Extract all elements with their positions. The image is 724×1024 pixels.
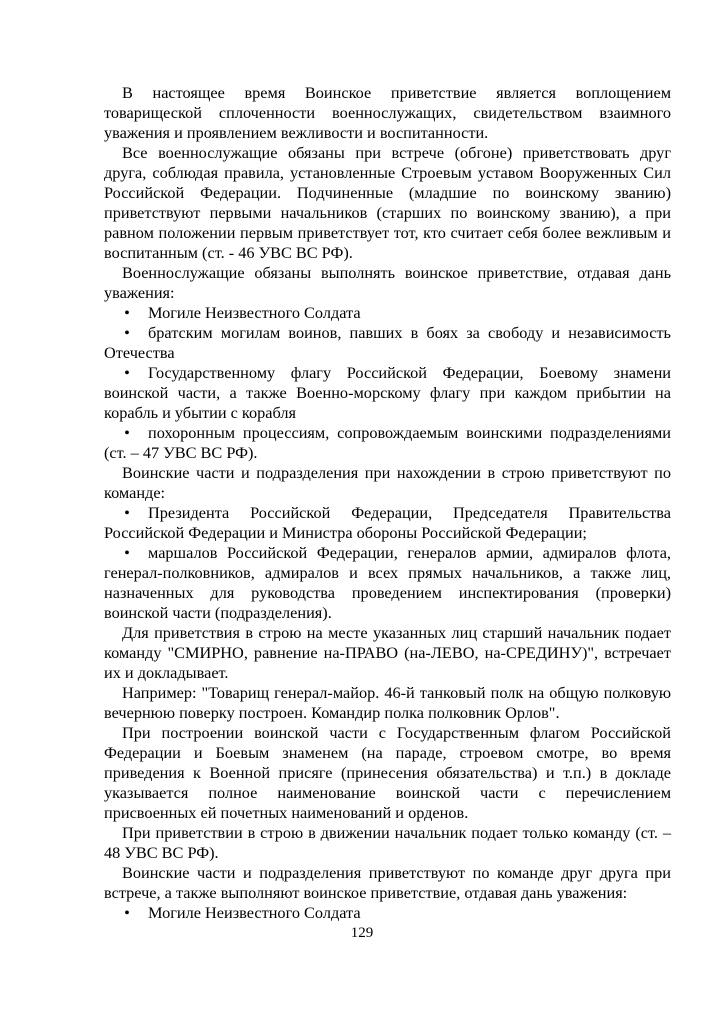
list-item bbox=[104, 363, 671, 423]
paragraph: Воинские части и подразделения приветствуют по команде друг друга при встрече, а также выполняют воинское приветствие, отдавая дань уважения: bbox=[104, 863, 671, 902]
list-item bbox=[104, 543, 671, 623]
paragraph: Воинские части и подразделения при нахождении в строю приветствуют по команде: bbox=[104, 463, 671, 502]
paragraph: В настоящее время Воинское приветствие является воплощением товарищеской сплоченности военнослужащих, свидетельством взаимного уважения и проявлением вежливости и воспитанности. bbox=[104, 83, 671, 142]
paragraph: Все военнослужащие обязаны при встрече (обгоне) приветствовать друг друга, соблюдая правила, установленные Строевым уставом Вооруженных Сил Российской Федерации. Подчиненные (младшие по воинскому званию) приветствуют первыми начальников (старших по воинскому званию), а при равном положении первым приветствует тот, кто считает себя более вежливым и воспитанным (ст. - 46 УВС ВС РФ). bbox=[104, 143, 671, 262]
list-item-text: маршалов Российской Федерации, генералов армии, адмиралов флота, генерал-полковников, адмиралов и всех прямых начальников, а также лиц, назначенных для руководства проведением инспектирования (проверки) воинской части (подразделения). bbox=[104, 543, 671, 622]
bullet-icon: • bbox=[124, 423, 130, 442]
paragraph: При построении воинской части с Государственным флагом Российской Федерации и Боевым знаменем (на параде, строевом смотре, во время приведения к Военной присяге (принесения обязательства) и т.п.) в докладе указывается полное наименование воинской части с перечислением присвоенных ей почетных наименований и орденов. bbox=[104, 723, 671, 822]
list-item-text: похоронным процессиям, сопровождаемым воинскими подразделениями (ст. – 47 УВС ВС РФ). bbox=[104, 423, 671, 462]
page-number: 129 bbox=[350, 925, 374, 941]
bullet-icon: • bbox=[124, 363, 130, 382]
list-item-text: братским могилам воинов, павших в боях за свободу и независимость Отечества bbox=[104, 323, 671, 362]
paragraph: При приветствии в строю в движении начальник подает только команду (ст. – 48 УВС ВС РФ). bbox=[104, 823, 671, 862]
paragraph: Например: "Товарищ генерал-майор. 46-й танковый полк на общую полковую вечернюю поверку построен. Командир полка полковник Орлов". bbox=[104, 683, 671, 722]
bullet-icon: • bbox=[124, 323, 130, 342]
list-item-text: Государственному флагу Российской Федерации, Боевому знамени воинской части, а также Военно-морскому флагу при каждом прибытии на корабль и убытии с корабля bbox=[104, 363, 671, 422]
list-item bbox=[104, 323, 671, 363]
list-item-text: Могиле Неизвестного Солдата bbox=[148, 303, 361, 322]
bullet-icon: • bbox=[124, 543, 130, 562]
paragraph: Военнослужащие обязаны выполнять воинское приветствие, отдавая дань уважения: bbox=[104, 263, 671, 302]
list-item bbox=[104, 903, 671, 923]
bullet-icon: • bbox=[124, 903, 130, 922]
list-item-text: Президента Российской Федерации, Председателя Правительства Российской Федерации и Министра обороны Российской Федерации; bbox=[104, 503, 671, 542]
list-item bbox=[104, 423, 671, 463]
bullet-icon: • bbox=[124, 303, 130, 322]
list-item bbox=[104, 303, 671, 323]
list-item-text: Могиле Неизвестного Солдата bbox=[148, 903, 361, 922]
page-body bbox=[104, 83, 671, 923]
paragraph: Для приветствия в строю на месте указанных лиц старший начальник подает команду "СМИРНО, равнение на-ПРАВО (на-ЛЕВО, на-СРЕДИНУ)", встречает их и докладывает. bbox=[104, 623, 671, 682]
list-item bbox=[104, 503, 671, 543]
bullet-icon: • bbox=[124, 503, 130, 522]
